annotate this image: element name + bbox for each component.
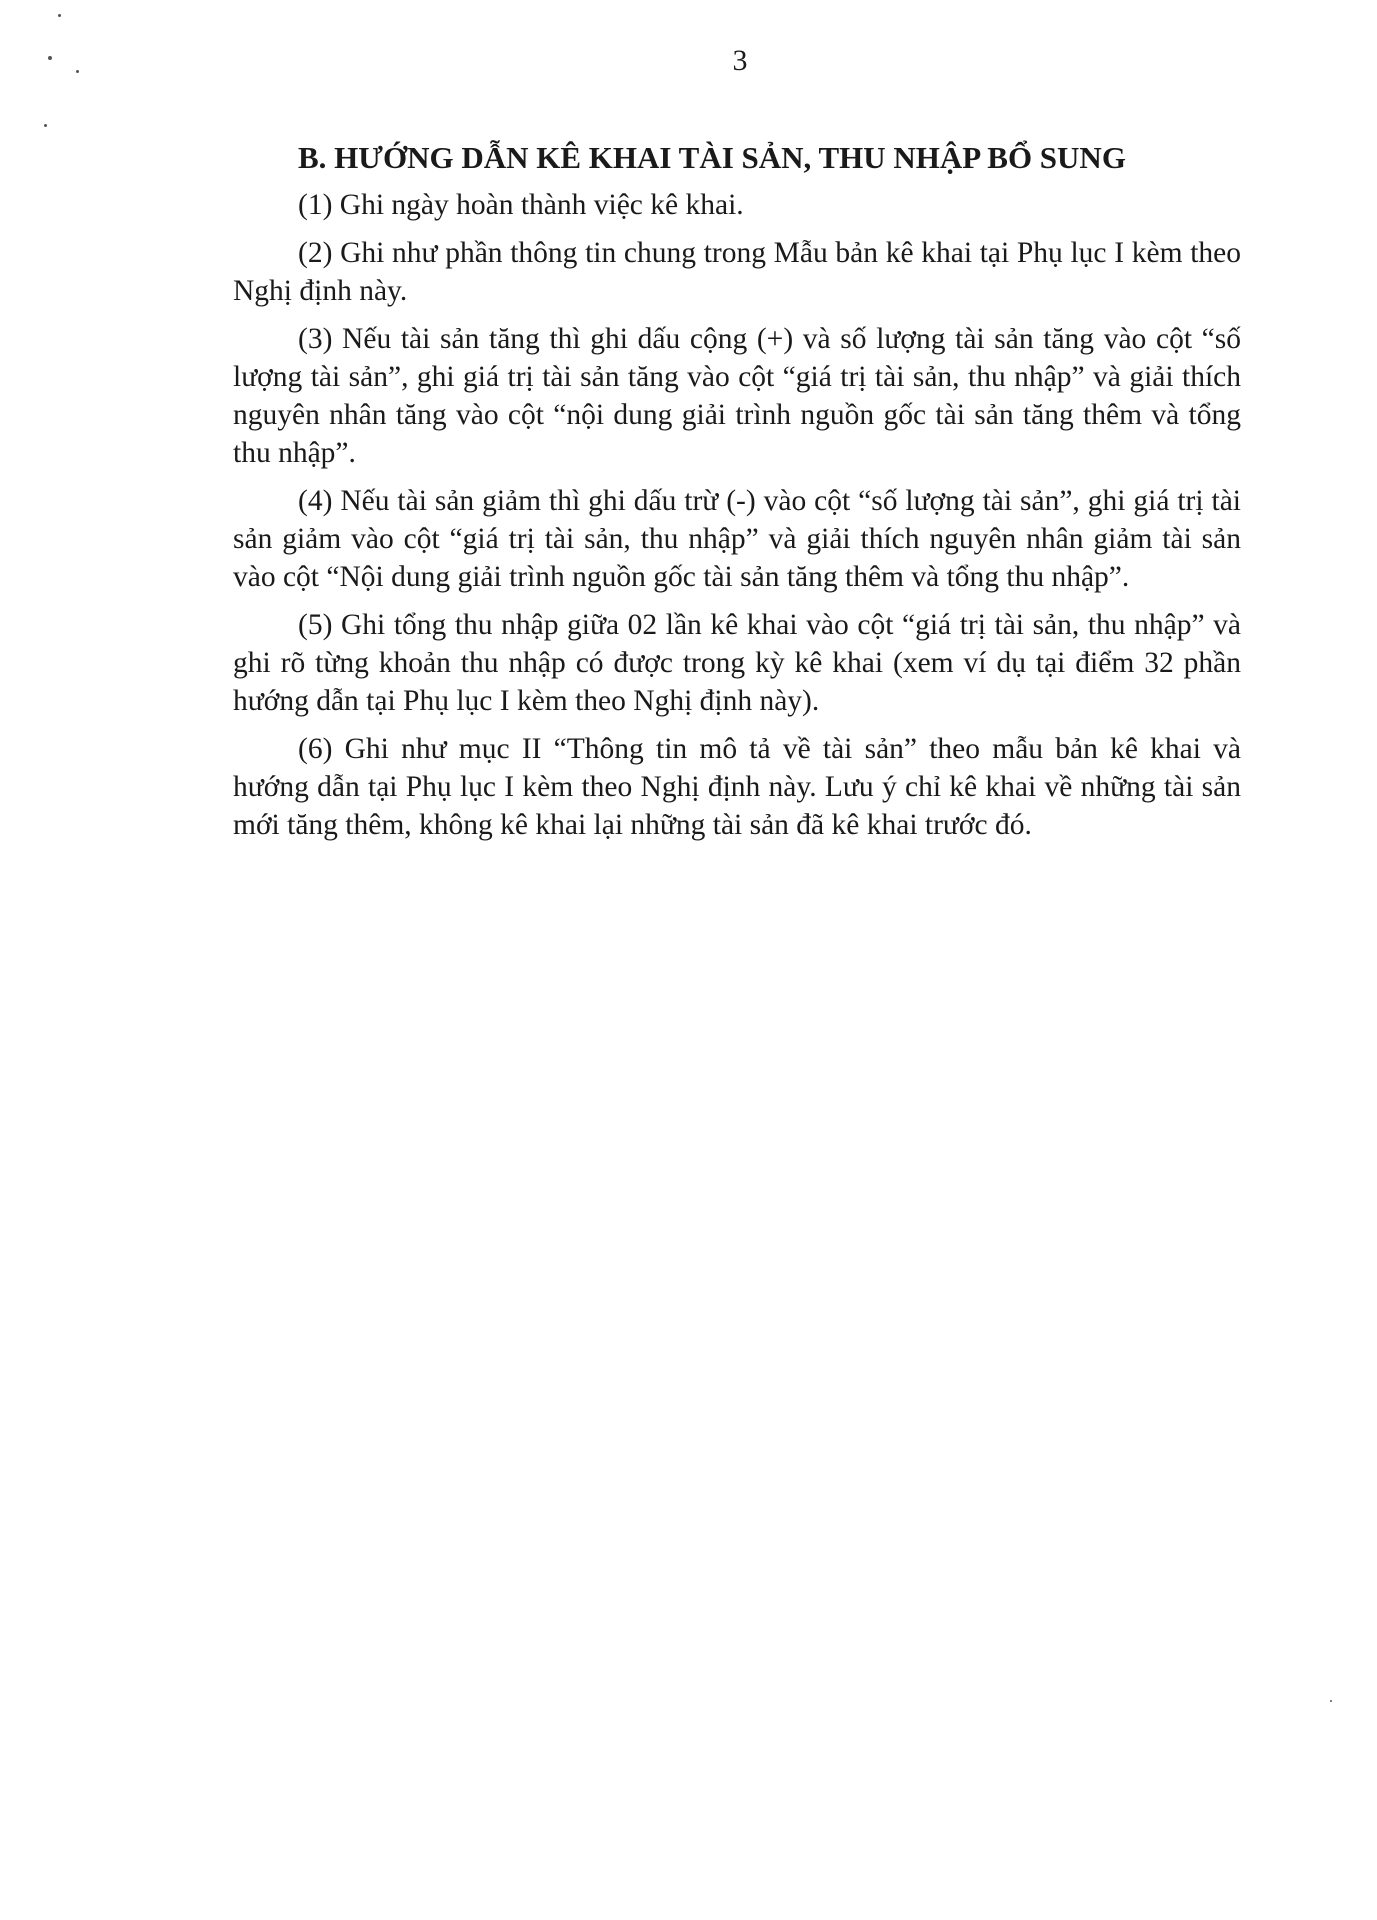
- paragraph-6: (6) Ghi như mục II “Thông tin mô tả về tài sản” theo mẫu bản kê khai và hướng dẫn tại Phụ lục I kèm theo Nghị định này. Lưu ý chỉ kê khai về những tài sản mới tăng thêm, không kê khai lại những tài sản đã kê khai trước đó.: [233, 733, 1241, 841]
- section-heading: B. HƯỚNG DẪN KÊ KHAI TÀI SẢN, THU NHẬP BỔ SUNG: [298, 140, 1126, 175]
- document-body: [233, 138, 1241, 854]
- paragraph-3: (3) Nếu tài sản tăng thì ghi dấu cộng (+) và số lượng tài sản tăng vào cột “số lượng tài sản”, ghi giá trị tài sản tăng vào cột “giá trị tài sản, thu nhập” và giải thích nguyên nhân tăng vào cột “nội dung giải trình nguồn gốc tài sản tăng thêm và tổng thu nhập”.: [233, 323, 1241, 469]
- paragraph-1: (1) Ghi ngày hoàn thành việc kê khai.: [298, 189, 744, 221]
- scan-speck: [58, 14, 61, 17]
- paragraph-5: (5) Ghi tổng thu nhập giữa 02 lần kê khai vào cột “giá trị tài sản, thu nhập” và ghi rõ từng khoản thu nhập có được trong kỳ kê khai (xem ví dụ tại điểm 32 phần hướng dẫn tại Phụ lục I kèm theo Nghị định này).: [233, 609, 1241, 717]
- page-number: 3: [732, 44, 748, 77]
- scan-speck: [1330, 1700, 1332, 1702]
- scan-speck: [44, 124, 47, 127]
- paragraph-4: (4) Nếu tài sản giảm thì ghi dấu trừ (-) vào cột “số lượng tài sản”, ghi giá trị tài sản giảm vào cột “giá trị tài sản, thu nhập” và giải thích nguyên nhân giảm tài sản vào cột “Nội dung giải trình nguồn gốc tài sản tăng thêm và tổng thu nhập”.: [233, 485, 1241, 593]
- paragraph-2: (2) Ghi như phần thông tin chung trong Mẫu bản kê khai tại Phụ lục I kèm theo Nghị định này.: [233, 237, 1241, 307]
